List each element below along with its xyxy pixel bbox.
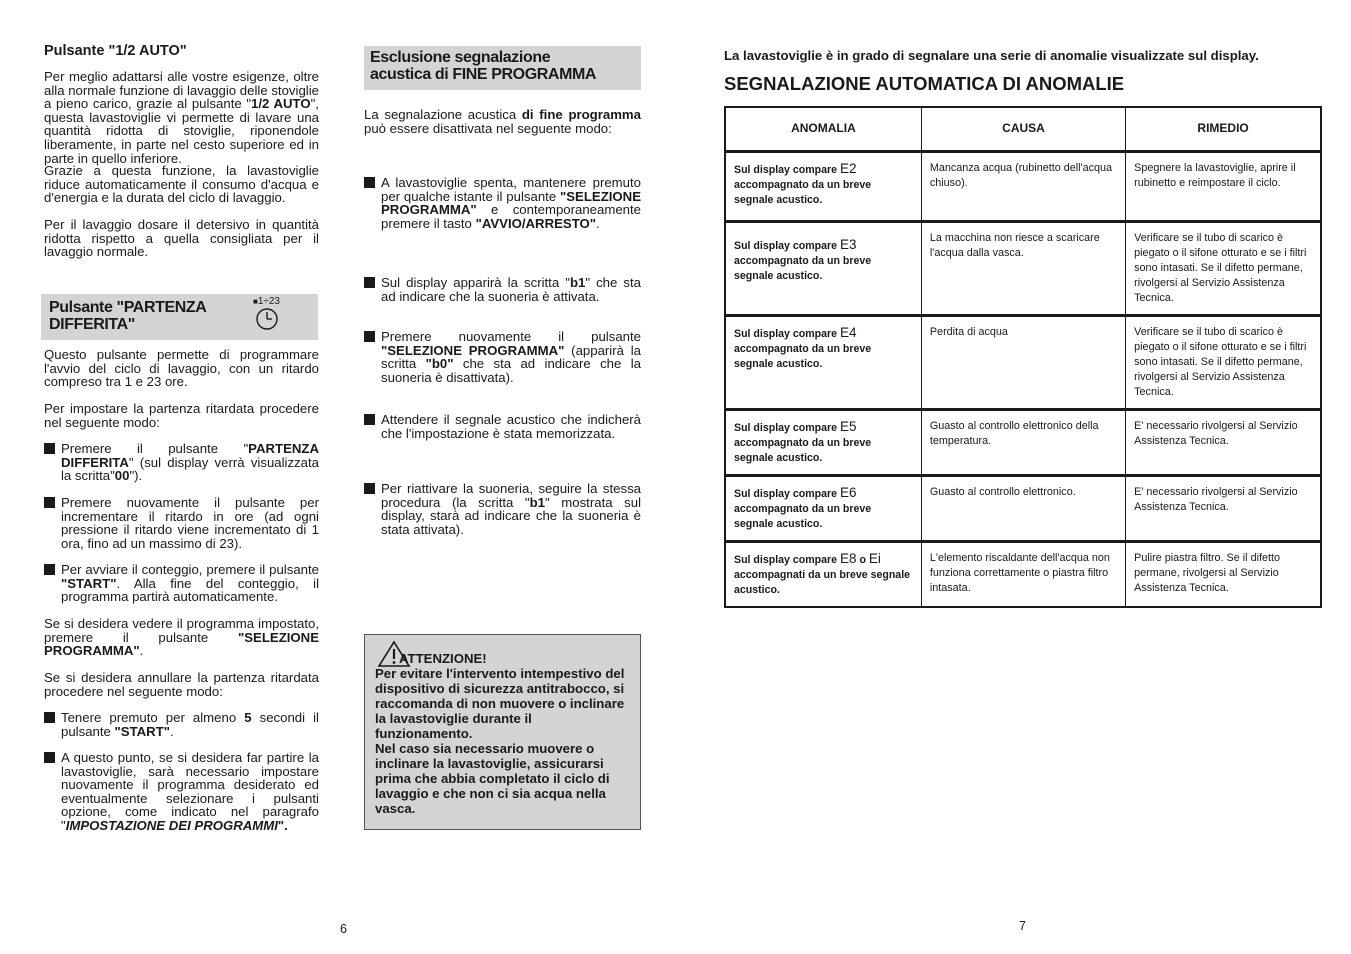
delayed-start-title-line-1: Pulsante "PARTENZA	[49, 299, 207, 316]
delayed-start-paragraph-4: Se si desidera annullare la partenza ritardata procedere nel seguente modo:	[44, 670, 319, 699]
sound-title-line-2: acustica di FINE PROGRAMMA	[370, 66, 597, 83]
table-row	[725, 221, 1321, 315]
cause-cell: Guasto al controllo elettronico.	[921, 475, 1125, 541]
delayed-start-title-line-2: DIFFERITA"	[49, 316, 135, 333]
bullet-square-icon	[364, 277, 375, 288]
delayed-start-step-2: Premere nuovamente il pulsante per incrementare il ritardo in ore (ad ogni pressione il ritardo viene incrementato di 1 ora, fino ad un massimo di 23).	[44, 496, 319, 550]
section-title-delayed-start	[41, 294, 318, 340]
delayed-start-cancel-step-2: A questo punto, se si desidera far partire la lavastoviglie, sarà necessario impostare nuovamente il programma desiderato ed eventualmente selezionare i pulsanti opzione, come indicato nel paragrafo "IMPOSTAZIONE DEI PROGRAMMI".	[44, 751, 319, 833]
bullet-square-icon	[44, 712, 55, 723]
remedy-cell: Verificare se il tubo di scarico è piegato o il sifone otturato e se i filtri sono intasati. Se il difetto permane, rivolgersi al Servizio Assistenza Tecnica.	[1126, 315, 1321, 409]
table-row	[725, 475, 1321, 541]
delayed-start-paragraph-1: Questo pulsante permette di programmare l'avvio del ciclo di lavaggio, con un ritardo compreso tra 1 e 23 ore.	[44, 347, 319, 390]
delayed-start-paragraph-3: Se si desidera vedere il programma impostato, premere il pulsante "SELEZIONE PROGRAMMA".	[44, 616, 319, 659]
cause-cell: Mancanza acqua (rubinetto dell'acqua chiuso).	[921, 151, 1125, 221]
error-code: E5	[839, 418, 857, 434]
delayed-start-step-1: Premere il pulsante "PARTENZA DIFFERITA" (sul display verrà visualizzata la scritta"00").	[44, 442, 319, 483]
bullet-square-icon	[364, 331, 375, 342]
cause-cell: Guasto al controllo elettronico della temperatura.	[921, 409, 1125, 475]
anomalies-intro: La lavastoviglie è in grado di segnalare una serie di anomalie visualizzate sul display.	[724, 48, 1259, 63]
table-row	[725, 151, 1321, 221]
bullet-square-icon	[364, 177, 375, 188]
anomalies-table	[724, 106, 1322, 608]
sound-step-1: A lavastoviglie spenta, mantenere premuto per qualche istante il pulsante "SELEZIONE PROGRAMMA" e contemporaneamente premere il tasto "AVVIO/ARRESTO".	[364, 176, 641, 230]
page-number-right: 7	[1019, 919, 1026, 933]
table-header-anomalia: ANOMALIA	[725, 107, 921, 151]
half-auto-paragraph-2: Grazie a questa funzione, la lavastoviglie riduce automaticamente il consumo d'acqua e d'energia e la durata del ciclo di lavaggio.	[44, 163, 319, 206]
bullet-square-icon	[44, 564, 55, 575]
cause-cell: La macchina non riesce a scaricare l'acqua dalla vasca.	[921, 221, 1125, 315]
warning-title: ATTENZIONE!	[399, 651, 487, 666]
bullet-square-icon	[364, 414, 375, 425]
table-header-rimedio: RIMEDIO	[1126, 107, 1321, 151]
half-auto-paragraph-1: Per meglio adattarsi alle vostre esigenze, oltre alla normale funzione di lavaggio delle stoviglie a pieno carico, grazie al pulsante "1/2 AUTO", questa lavastoviglie vi permette di lavare una quantità ridotta di stoviglie, riponendole liberamente, in parte nel cesto superiore ed in parte in quello inferiore.	[44, 69, 319, 166]
cause-cell: Perdita di acqua	[921, 315, 1125, 409]
error-code: Ei	[868, 550, 881, 566]
remedy-cell: E' necessario rivolgersi al Servizio Assistenza Tecnica.	[1126, 475, 1321, 541]
remedy-cell: E' necessario rivolgersi al Servizio Assistenza Tecnica.	[1126, 409, 1321, 475]
bullet-square-icon	[44, 443, 55, 454]
sound-step-2: Sul display apparirà la scritta "b1" che sta ad indicare che la suoneria è attivata.	[364, 276, 641, 303]
bullet-square-icon	[44, 497, 55, 508]
sound-step-3: Premere nuovamente il pulsante "SELEZIONE PROGRAMMA" (apparirà la scritta "b0" che sta ad indicare che la suoneria è disattivata).	[364, 330, 641, 384]
table-row	[725, 409, 1321, 475]
warning-triangle-icon	[377, 640, 411, 668]
error-code: E6	[839, 484, 857, 500]
remedy-cell: Spegnere la lavastoviglie, aprire il rubinetto e reimpostare il ciclo.	[1126, 151, 1321, 221]
bullet-square-icon	[44, 752, 55, 763]
anomaly-cell: Sul display compare E2 accompagnato da un breve segnale acustico.	[725, 151, 921, 221]
half-auto-paragraph-3: Per il lavaggio dosare il detersivo in quantità ridotta rispetto a quella consigliata per il lavaggio normale.	[44, 217, 319, 260]
sound-step-4: Attendere il segnale acustico che indicherà che l'impostazione è stata memorizzata.	[364, 413, 641, 440]
page-number-left: 6	[340, 922, 347, 936]
error-code: E2	[839, 160, 857, 176]
anomaly-cell: Sul display compare E6 accompagnato da un breve segnale acustico.	[725, 475, 921, 541]
section-title-half-auto: Pulsante "1/2 AUTO"	[44, 43, 187, 59]
delayed-start-paragraph-2: Per impostare la partenza ritardata procedere nel seguente modo:	[44, 401, 319, 430]
remedy-cell: Verificare se il tubo di scarico è piegato o il sifone otturato e se i filtri sono intasati. Se il difetto permane, rivolgersi al Servizio Assistenza Tecnica.	[1126, 221, 1321, 315]
section-title-sound-exclusion	[364, 46, 641, 90]
delayed-start-cancel-step-1: Tenere premuto per almeno 5 secondi il pulsante "START".	[44, 711, 319, 738]
table-header-row	[725, 107, 1321, 151]
clock-icon	[255, 307, 279, 331]
error-code: E8	[839, 550, 857, 566]
error-code: E3	[839, 236, 857, 252]
anomaly-cell: Sul display compare E8 o Ei accompagnati da un breve segnale acustico.	[725, 541, 921, 607]
anomalies-title: SEGNALAZIONE AUTOMATICA DI ANOMALIE	[724, 73, 1125, 94]
cause-cell: L'elemento riscaldante dell'acqua non funziona correttamente o piastra filtro intasata.	[921, 541, 1125, 607]
remedy-cell: Pulire piastra filtro. Se il difetto permane, rivolgersi al Servizio Assistenza Tecnica.	[1126, 541, 1321, 607]
error-code: E4	[839, 324, 857, 340]
table-row	[725, 541, 1321, 607]
delay-timer-icon-label: ■1÷23	[252, 296, 280, 307]
sound-paragraph-1: La segnalazione acustica di fine programma può essere disattivata nel seguente modo:	[364, 107, 641, 136]
delayed-start-step-3: Per avviare il conteggio, premere il pulsante "START". Alla fine del conteggio, il programma partirà automaticamente.	[44, 563, 319, 604]
anomaly-cell: Sul display compare E4 accompagnato da un breve segnale acustico.	[725, 315, 921, 409]
table-row	[725, 315, 1321, 409]
warning-paragraph-1: Per evitare l'intervento intempestivo del dispositivo di sicurezza antitrabocco, si raccomanda di non muovere o inclinare la lavastoviglie durante il funzionamento.	[375, 666, 625, 741]
anomaly-cell: Sul display compare E3 accompagnato da un breve segnale acustico.	[725, 221, 921, 315]
bullet-square-icon	[364, 483, 375, 494]
warning-box	[364, 634, 641, 830]
warning-paragraph-2: Nel caso sia necessario muovere o inclinare la lavastoviglie, assicurarsi prima che abbia completato il ciclo di lavaggio e che non ci sia acqua nella vasca.	[375, 741, 610, 816]
anomaly-cell: Sul display compare E5 accompagnato da un breve segnale acustico.	[725, 409, 921, 475]
sound-title-line-1: Esclusione segnalazione	[370, 49, 551, 66]
sound-step-5: Per riattivare la suoneria, seguire la stessa procedura (la scritta "b1" mostrata sul display, starà ad indicare che la suoneria è stata attivata).	[364, 482, 641, 536]
delay-timer-icon	[253, 297, 280, 335]
table-header-causa: CAUSA	[921, 107, 1125, 151]
